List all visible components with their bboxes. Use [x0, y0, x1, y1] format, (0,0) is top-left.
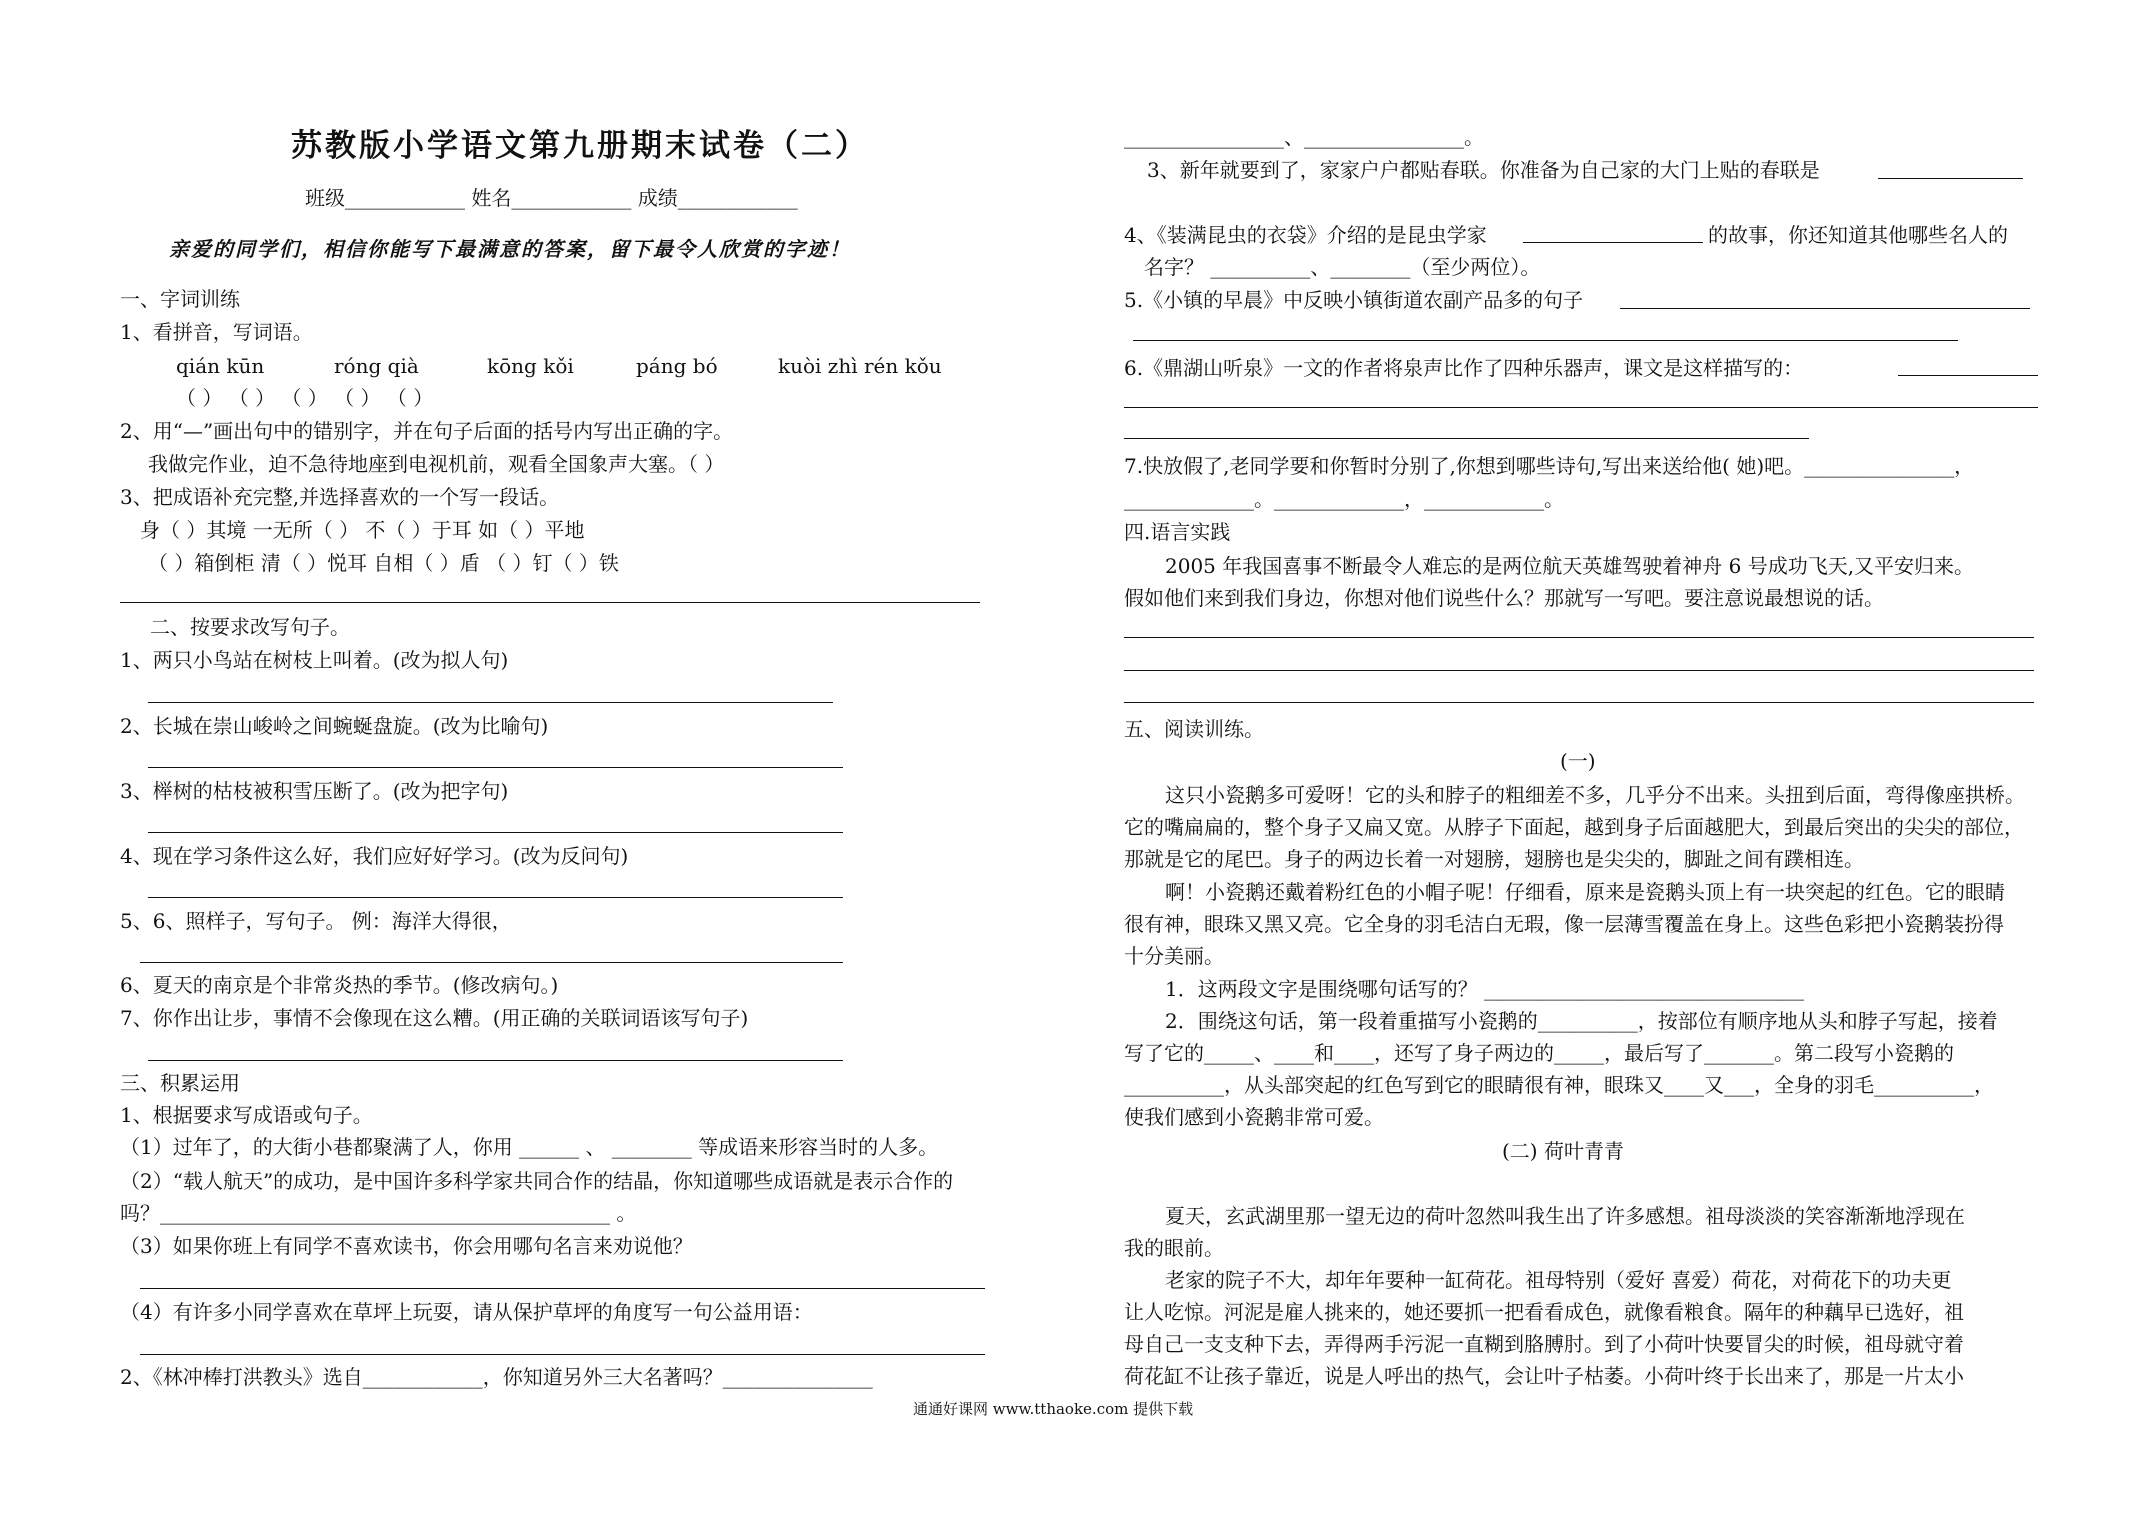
reading-2-line: 母自己一支支种下去，弄得两手污泥一直糊到胳膊肘。到了小荷叶快要冒尖的时候，祖母就守着	[1124, 1332, 1964, 1356]
section-4-paragraph-cont: 假如他们来到我们身边，你想对他们说些什么？那就写一写吧。要注意说最想说的话。	[1124, 586, 1884, 610]
idiom-row-2: （ ）箱倒柜 清（ ）悦耳 自相（ ）盾 （ ）钉（ ）铁	[148, 551, 619, 575]
answer-line	[1620, 308, 2030, 309]
answer-line	[148, 832, 843, 833]
reading-1-line: 那就是它的尾巴。身子的两边长着一对翅膀，翅膀也是尖尖的，脚趾之间有蹼相连。	[1124, 847, 1864, 871]
right-question-3: 3、新年就要到了，家家户户都贴春联。你准备为自己家的大门上贴的春联是	[1147, 158, 1820, 182]
answer-line	[1133, 340, 1958, 341]
right-question-5: 5.《小镇的早晨》中反映小镇街道农副产品多的句子	[1124, 288, 1584, 312]
section-3-question-1: 1、根据要求写成语或句子。	[120, 1103, 373, 1127]
answer-line	[120, 602, 980, 603]
answer-line	[148, 897, 843, 898]
section-2-heading: 二、按要求改写句子。	[150, 615, 350, 639]
answer-line	[1898, 375, 2038, 376]
question-3: 3、把成语补充完整,并选择喜欢的一个写一段话。	[120, 485, 560, 509]
answer-line	[140, 1354, 985, 1355]
answer-line	[140, 962, 843, 963]
answer-line	[1124, 670, 2034, 671]
reading-2-line: 老家的院子不大，却年年要种一缸荷花。祖母特别（爱好 喜爱）荷花，对荷花下的功夫更	[1165, 1268, 1952, 1292]
reading-2-line: 荷花缸不让孩子靠近，说是人呼出的热气，会让叶子枯萎。小荷叶终于长出来了，那是一片太小	[1124, 1364, 1964, 1388]
section-3-question-1-4: （4）有许多小同学喜欢在草坪上玩耍，请从保护草坪的角度写一句公益用语：	[120, 1300, 813, 1324]
answer-line	[1878, 178, 2023, 179]
section-2-question-6: 6、夏天的南京是个非常炎热的季节。(修改病句。)	[120, 973, 559, 997]
answer-line	[1124, 637, 2034, 638]
reading-1-line: 它的嘴扁扁的，整个身子又扁又宽。从脖子下面起，越到身子后面越肥大，到最后突出的尖尖的部位，	[1124, 815, 2024, 839]
right-question-4: 4、《装满昆虫的衣袋》介绍的是昆虫学家	[1124, 223, 1487, 247]
section-3-question-1-1: （1）过年了，的大街小巷都聚满了人，你用 ______ 、 ________ 等成语来形容当时的人多。	[120, 1135, 939, 1159]
reading-1-line: 啊！小瓷鹅还戴着粉红色的小帽子呢！仔细看，原来是瓷鹅头顶上有一块突起的红色。它的眼睛	[1165, 880, 2005, 904]
pinyin-3: kōng kǒi	[487, 354, 574, 378]
reading-2-line: 夏天，玄武湖里那一望无边的荷叶忽然叫我生出了许多感想。祖母淡淡的笑容渐渐地浮现在	[1165, 1204, 1965, 1228]
question-2: 2、用“—”画出句中的错别字，并在句子后面的括号内写出正确的字。	[120, 419, 734, 443]
section-3-question-2: 2、《林冲棒打洪教头》选自____________，你知道另外三大名著吗？_______________	[120, 1365, 873, 1389]
right-question-4-names: 名字？ __________、________（至少两位）。	[1144, 255, 1541, 279]
answer-line	[140, 1288, 985, 1289]
right-question-7: 7.快放假了,老同学要和你暂时分别了,你想到哪些诗句,写出来送给他( 她)吧。_______________，	[1124, 454, 1975, 478]
answer-line	[148, 767, 843, 768]
reading-1-line: 这只小瓷鹅多可爱呀！它的头和脖子的粗细差不多，几乎分不出来。头扭到后面，弯得像座拱桥。	[1165, 783, 2025, 807]
reading-1-question-1: 1．这两段文字是围绕哪句话写的？ ________________________________	[1165, 977, 1805, 1001]
section-2-question-7: 7、你作出让步，事情不会像现在这么糟。(用正确的关联词语该写句子)	[120, 1006, 749, 1030]
section-4-heading: 四.语言实践	[1124, 520, 1231, 544]
pinyin-5: kuòi zhì rén kǒu	[778, 354, 942, 378]
right-question-7-answers: _____________。_____________，____________。	[1124, 487, 1564, 511]
question-2-sentence: 我做完作业，迫不急待地座到电视机前，观看全国象声大塞。（ ）	[148, 452, 725, 476]
section-1-heading: 一、字词训练	[120, 287, 240, 311]
section-3-question-1-2: （2）“载人航天”的成功，是中国许多科学家共同合作的结晶，你知道哪些成语就是表示合作的	[120, 1169, 954, 1193]
answer-line	[1523, 242, 1703, 243]
right-top-answer-line: ________________、________________。	[1124, 125, 1484, 149]
right-question-4-cont: 的故事，你还知道其他哪些名人的	[1708, 223, 2008, 247]
pinyin-4: páng bó	[636, 354, 718, 378]
student-info-line: 班级____________ 姓名____________ 成绩____________	[305, 186, 798, 210]
reading-1-question-2-line: 使我们感到小瓷鹅非常可爱。	[1124, 1105, 1384, 1129]
question-1: 1、看拼音，写词语。	[120, 320, 313, 344]
reading-1-question-2: 2．围绕这句话，第一段着重描写小瓷鹅的__________，按部位有顺序地从头和脖子写起，接着	[1165, 1009, 1998, 1033]
motto: 亲爱的同学们，相信你能写下最满意的答案，留下最令人欣赏的字迹！	[169, 237, 851, 261]
answer-line	[1124, 702, 2034, 703]
reading-1-question-2-line: 写了它的_____、____和____，还写了身子两边的_____，最后写了_______。第二段写小瓷鹅的	[1124, 1041, 1954, 1065]
reading-1-question-2-line: __________，从头部突起的红色写到它的眼睛很有神，眼珠又____又___，全身的羽毛__________，	[1124, 1073, 1994, 1097]
answer-parentheses-row: （ ） （ ） （ ） （ ） （ ）	[176, 386, 434, 410]
page-title: 苏教版小学语文第九册期末试卷（二）	[291, 128, 869, 164]
section-3-question-1-3: （3）如果你班上有同学不喜欢读书，你会用哪句名言来劝说他？	[120, 1234, 693, 1258]
section-2-question-4: 4、现在学习条件这么好，我们应好好学习。(改为反问句)	[120, 844, 629, 868]
reading-1-line: 很有神，眼珠又黑又亮。它全身的羽毛洁白无瑕，像一层薄雪覆盖在身上。这些色彩把小瓷鹅装扮得	[1124, 912, 2004, 936]
pinyin-1: qián kūn	[176, 354, 265, 378]
section-2-question-3: 3、榉树的枯枝被积雪压断了。(改为把字句)	[120, 779, 509, 803]
reading-1-line: 十分美丽。	[1124, 944, 1224, 968]
idiom-row-1: 身（ ）其境 一无所（ ） 不（ ）于耳 如（ ）平地	[140, 518, 585, 542]
section-4-paragraph: 2005 年我国喜事不断最令人难忘的是两位航天英雄驾驶着神舟 6 号成功飞天,又平安归来。	[1165, 554, 1975, 578]
pinyin-2: róng qià	[334, 354, 419, 378]
right-question-6: 6.《鼎湖山听泉》一文的作者将泉声比作了四种乐器声，课文是这样描写的：	[1124, 356, 1804, 380]
reading-1-title: (一)	[1560, 749, 1596, 773]
section-2-question-2: 2、长城在崇山峻岭之间蜿蜒盘旋。(改为比喻句)	[120, 714, 549, 738]
reading-2-title: (二) 荷叶青青	[1502, 1139, 1624, 1163]
answer-line	[148, 702, 833, 703]
answer-line	[1124, 407, 2038, 408]
answer-line	[1124, 438, 1809, 439]
footer-source: 通通好课网 www.tthaoke.com 提供下载	[913, 1400, 1194, 1418]
answer-line	[148, 1060, 843, 1061]
reading-2-line: 我的眼前。	[1124, 1236, 1224, 1260]
reading-2-line: 让人吃惊。河泥是雇人挑来的，她还要抓一把看看成色，就像看粮食。隔年的种藕早已选好，祖	[1124, 1300, 1964, 1324]
section-2-question-5: 5、6、照样子，写句子。 例：海洋大得很，	[120, 909, 512, 933]
section-2-question-1: 1、两只小鸟站在树枝上叫着。(改为拟人句)	[120, 648, 509, 672]
section-3-heading: 三、积累运用	[120, 1071, 240, 1095]
section-3-question-1-2-answer: 吗？_____________________________________________ 。	[120, 1201, 637, 1225]
section-5-heading: 五、阅读训练。	[1124, 717, 1264, 741]
